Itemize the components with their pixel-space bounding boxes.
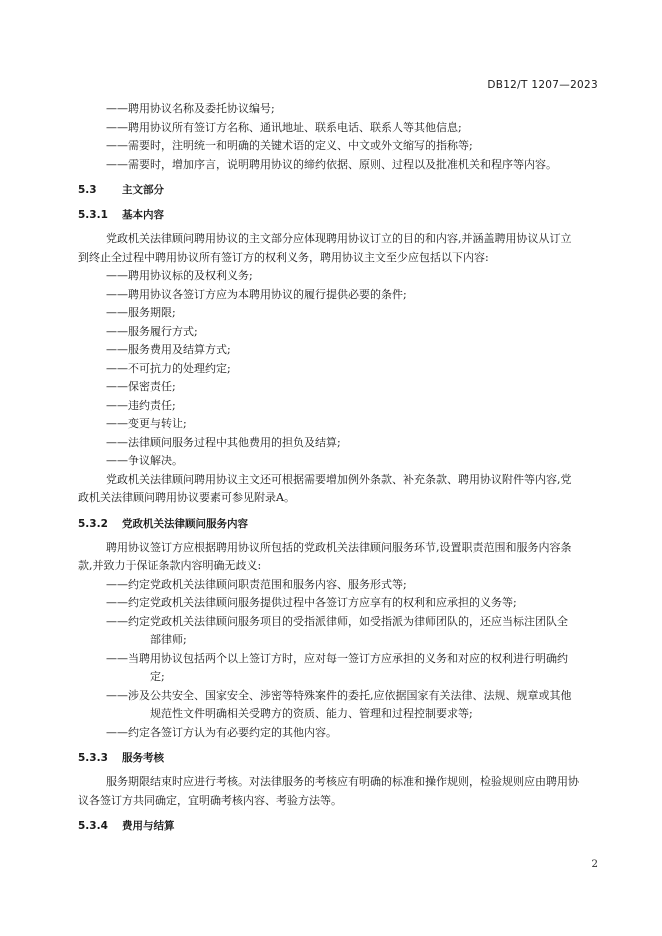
section-number: 5.3 [78,184,97,196]
section-number: 5.3.3 [78,752,108,764]
section-title: 主文部分 [122,184,164,196]
list-item: ——聘用协议所有签订方名称、通讯地址、联系电话、联系人等其他信息; [106,120,462,134]
list-item: ——争议解决。 [106,454,183,467]
list-item: ——涉及公共安全、国家安全、涉密等特殊案件的委托,应依据国家有关法律、法规、规章或其他 [106,688,572,702]
section-heading-5-3 [78,181,600,199]
page-number: 2 [591,858,598,870]
list-item: ——约定党政机关法律顾问服务提供过程中各签订方应享有的权利和应承担的义务等; [106,596,517,609]
section-title: 基本内容 [122,209,164,221]
section-title: 党政机关法律顾问服务内容 [122,517,248,530]
section-title: 费用与结算 [122,820,175,832]
list-item: ——聘用协议名称及委托协议编号; [106,102,275,115]
list-item: ——约定党政机关法律顾问服务项目的受指派律师，如受指派为律师团队的，还应当标注团队全 [106,614,568,628]
list-item-continuation: 部律师; [150,633,187,646]
list-item: ——服务履行方式; [106,324,198,338]
paragraph-line: 政机关法律顾问聘用协议要素可参见附录A。 [78,491,295,504]
doc-code: DB12/T 1207—2023 [487,79,598,91]
section-heading-5-3-1 [78,206,600,224]
list-item: ——违约责任; [106,398,176,412]
section-title: 服务考核 [122,752,164,764]
list-item: ——服务期限; [106,306,176,319]
list-item-continuation: 规范性文件明确相关受聘方的资质、能力、管理和过程控制要求等; [150,707,473,720]
paragraph-line: 议各签订方共同确定，宜明确考核内容、考验方法等。 [78,793,342,807]
paragraph-line: 服务期限结束时应进行考核。对法律服务的考核应有明确的标准和操作规则，检验规则应由聘用协 [106,775,579,788]
list-item-continuation: 定; [150,670,165,683]
list-item: ——不可抗力的处理约定; [106,361,231,375]
list-item: ——服务费用及结算方式; [106,343,231,356]
list-item: ——保密责任; [106,380,176,393]
list-item: ——当聘用协议包括两个以上签订方时，应对每一签订方应承担的义务和对应的权利进行明确约 [106,651,568,665]
paragraph-line: 款,并致力于保证条款内容明确无歧义: [78,559,262,572]
section-number: 5.3.4 [78,820,108,832]
paragraph-line: 党政机关法律顾问聘用协议的主文部分应体现聘用协议订立的目的和内容,并涵盖聘用协议从订立 [106,232,572,245]
list-item: ——聘用协议各签订方应为本聘用协议的履行提供必要的条件; [106,287,407,301]
paragraph-line: 党政机关法律顾问聘用协议主文还可根据需要增加例外条款、补充条款、聘用协议附件等内容,党 [106,472,572,486]
list-item: ——约定各签订方认为有必要约定的其他内容。 [106,725,337,739]
list-item: ——法律顾问服务过程中其他费用的担负及结算; [106,435,341,449]
list-item: ——约定党政机关法律顾问职责范围和服务内容、服务形式等; [106,577,407,591]
document-body [78,100,600,841]
list-item: ——聘用协议标的及权利义务; [106,269,253,282]
list-item: ——需要时，增加序言，说明聘用协议的缔约依据、原则、过程以及批准机关和程序等内容。 [106,157,557,171]
paragraph-line: 到终止全过程中聘用协议所有签订方的权利义务，聘用协议主文至少应包括以下内容: [78,250,489,264]
section-number: 5.3.1 [78,209,108,221]
section-heading-5-3-2 [78,515,600,533]
list-item: ——需要时，注明统一和明确的关键术语的定义、中文或外文缩写的指称等; [106,139,473,152]
section-heading-5-3-4 [78,817,600,835]
section-number: 5.3.2 [78,517,108,530]
section-heading-5-3-3 [78,749,600,767]
list-item: ——变更与转让; [106,417,187,430]
paragraph-line: 聘用协议签订方应根据聘用协议所包括的党政机关法律顾问服务环节,设置职责范围和服务内容条 [106,540,572,554]
